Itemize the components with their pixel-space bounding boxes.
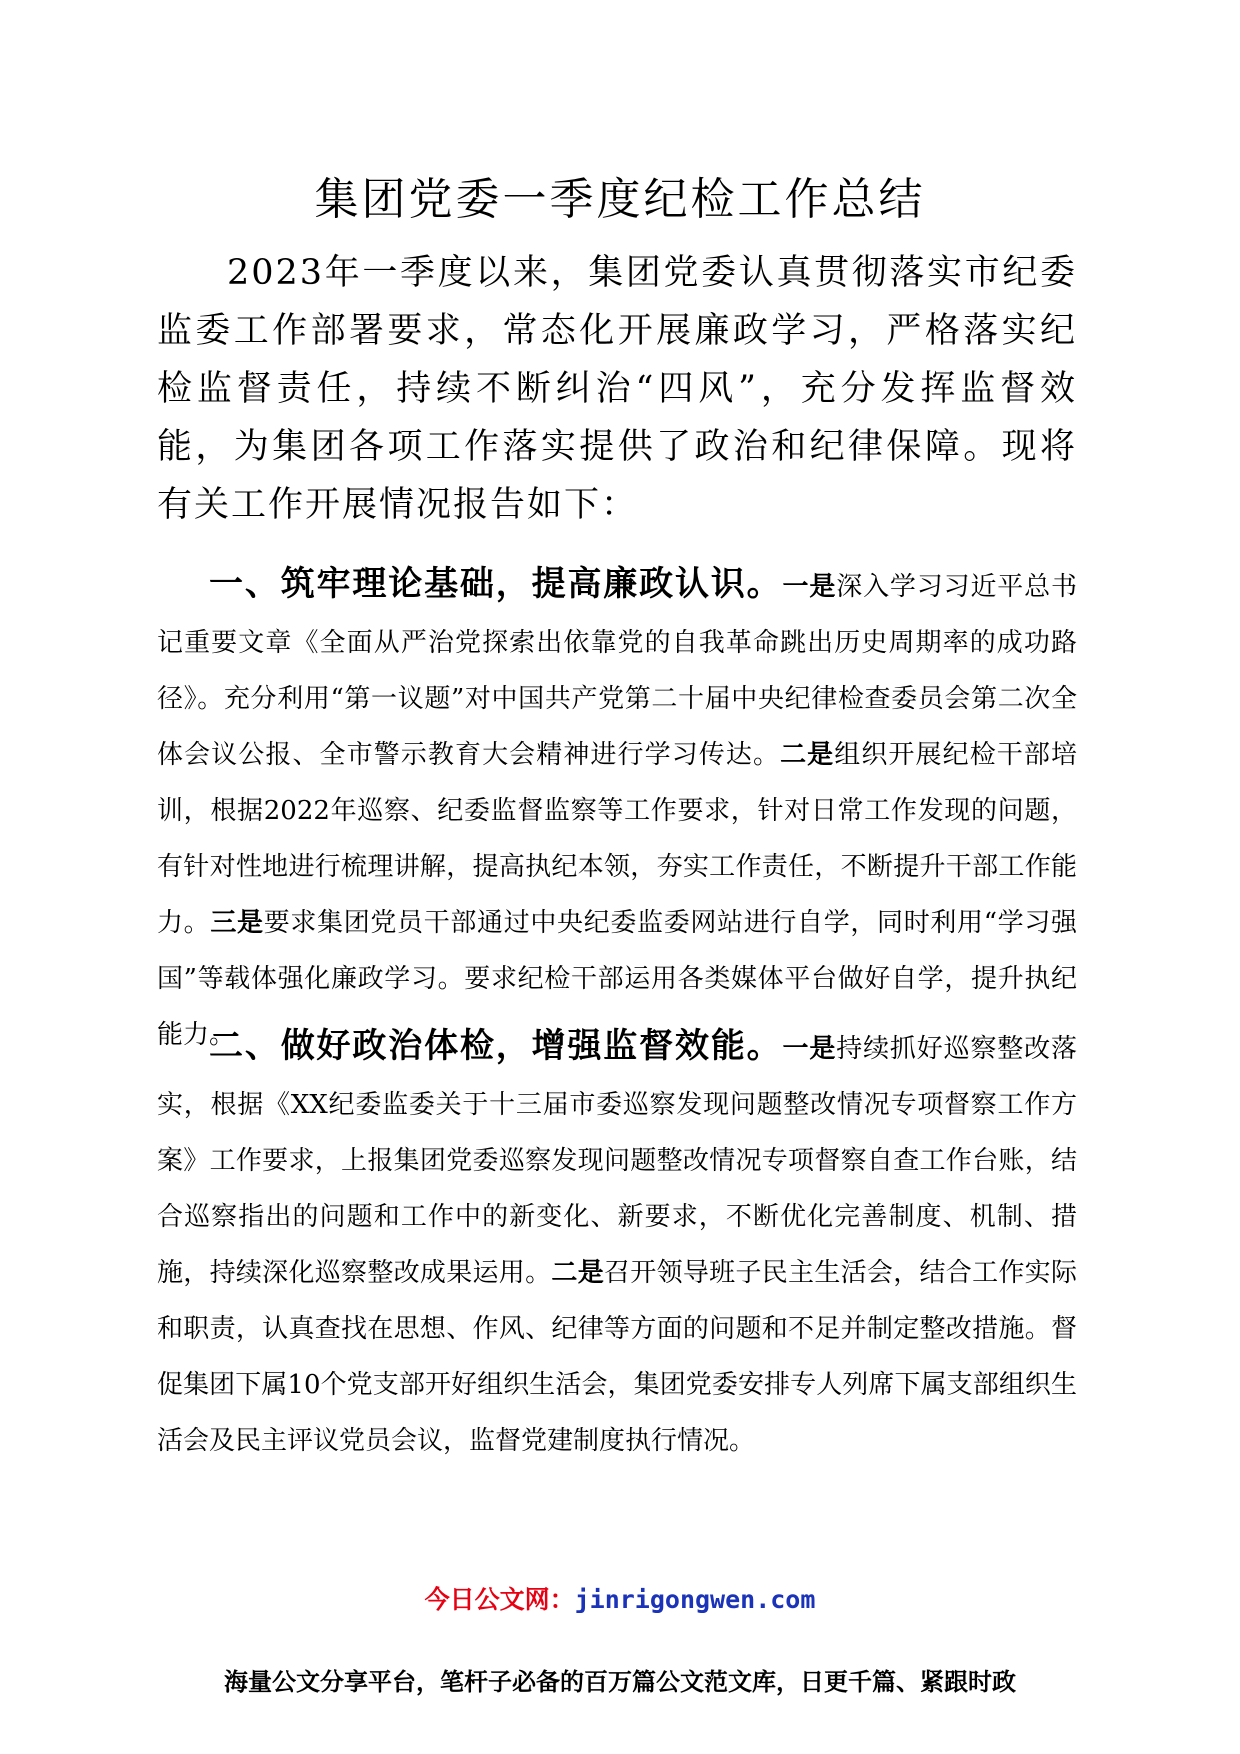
footer-site-url[interactable]: jinrigongwen.com xyxy=(574,1585,816,1614)
section-two xyxy=(157,1018,1077,1469)
intro-paragraph: 2023年一季度以来，集团党委认真贯彻落实市纪委监委工作部署要求，常态化开展廉政学习，严格落实纪检监督责任，持续不断纠治“四风”，充分发挥监督效能，为集团各项工作落实提供了政治和纪律保障。现将有关工作开展情况报告如下： xyxy=(157,253,1077,525)
section-two-marker-1: 一是 xyxy=(782,1034,837,1064)
section-one-marker-3: 三是 xyxy=(210,908,264,938)
section-one-heading: 一、筑牢理论基础，提高廉政认识。 xyxy=(209,564,783,604)
section-two-heading: 二、做好政治体检，增强监督效能。 xyxy=(209,1026,783,1066)
section-one-text-1: 深入学习习近平总书记重要文章《全面从严治党探索出依靠党的自我革命跳出历史周期率的成功路径》。充分利用“第一议题”对中国共产党第二十届中央纪律检查委员会第二次全体会议公报、全市警示教育大会精神进行学习传达。 xyxy=(157,572,1077,770)
section-one-marker-2: 二是 xyxy=(780,740,835,770)
footer-slogan: 海量公文分享平台，笔杆子必备的百万篇公文范文库，日更千篇、紧跟时政 xyxy=(224,1668,1016,1696)
footer-site-line xyxy=(0,1582,1240,1618)
section-two-text-1: 持续抓好巡察整改落实，根据《XX纪委监委关于十三届市委巡察发现问题整改情况专项督察工作方案》工作要求，上报集团党委巡察发现问题整改情况专项督察自查工作台账，结合巡察指出的问题和工作中的新变化、新要求，不断优化完善制度、机制、措施，持续深化巡察整改成果运用。 xyxy=(157,1034,1077,1288)
section-one-text-2: 组织开展纪检干部培训，根据2022年巡察、纪委监督监察等工作要求，针对日常工作发现的问题，有针对性地进行梳理讲解，提高执纪本领，夯实工作责任，不断提升干部工作能力。 xyxy=(157,740,1077,938)
footer-site-label: 今日公文网： xyxy=(424,1585,575,1614)
section-one xyxy=(157,556,1077,1063)
section-two-text-2: 召开领导班子民主生活会，结合工作实际和职责，认真查找在思想、作风、纪律等方面的问题和不足并制定整改措施。督促集团下属10个党支部开好组织生活会，集团党委安排专人列席下属支部组织生活会及民主评议党员会议，监督党建制度执行情况。 xyxy=(157,1258,1077,1456)
document-title: 集团党委一季度纪检工作总结 xyxy=(314,174,926,225)
section-two-marker-2: 二是 xyxy=(551,1258,604,1288)
section-one-text-3: 要求集团党员干部通过中央纪委监委网站进行自学，同时利用“学习强国”等载体强化廉政学习。要求纪检干部运用各类媒体平台做好自学，提升执纪能力。 xyxy=(157,908,1077,1050)
section-one-marker-1: 一是 xyxy=(782,572,837,602)
